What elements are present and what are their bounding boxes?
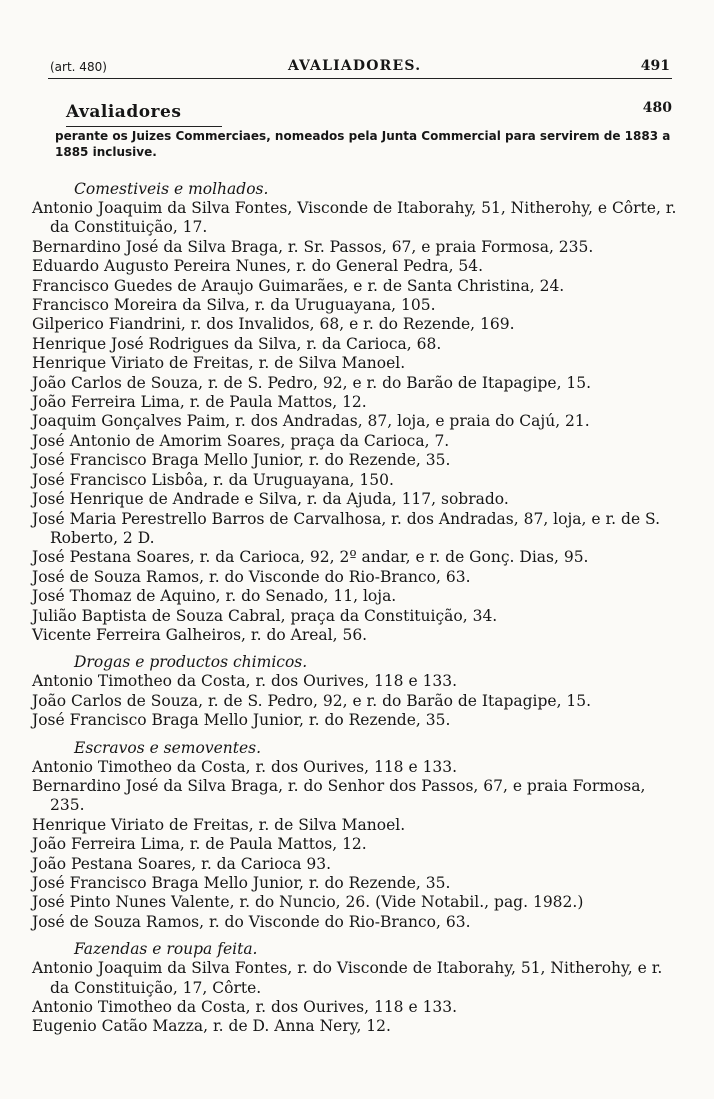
list-item: Vicente Ferreira Galheiros, r. do Areal, 56. <box>32 625 368 644</box>
list-item: Francisco Guedes de Araujo Guimarães, e r. de Santa Christina, 24. <box>32 276 565 295</box>
list-item: José Francisco Braga Mello Junior, r. do Rezende, 35. <box>32 451 451 470</box>
list-item: Julião Baptista de Souza Cabral, praça da Constituição, 34. <box>32 606 498 625</box>
entries-body <box>32 180 680 1037</box>
list-item: Eduardo Augusto Pereira Nunes, r. do General Pedra, 54. <box>32 257 484 276</box>
list-item: Eugenio Catão Mazza, r. de D. Anna Nery, 12. <box>32 1017 391 1036</box>
section-subtitle: perante os Juizes Commerciaes, nomeados pela Junta Commercial para servirem de 1883 a 1885 inclusive. <box>55 129 671 159</box>
list-item: José Francisco Braga Mello Junior, r. do Rezende, 35. <box>32 711 451 730</box>
section-title: Avaliadores <box>66 102 182 122</box>
list-item: Antonio Joaquim da Silva Fontes, r. do Visconde de Itaborahy, 51, Nitherohy, e r. da Constituição, 17, Côrte. <box>32 959 663 997</box>
list-item: José Francisco Lisbôa, r. da Uruguayana, 150. <box>32 470 394 489</box>
list-item: Francisco Moreira da Silva, r. da Uruguayana, 105. <box>32 296 436 315</box>
list-item: João Carlos de Souza, r. de S. Pedro, 92, e r. do Barão de Itapagipe, 15. <box>32 373 592 392</box>
category-heading: Fazendas e roupa feita. <box>74 940 258 959</box>
list-item: Gilperico Fiandrini, r. dos Invalidos, 68, e r. do Rezende, 169. <box>32 315 515 334</box>
list-item: José Pinto Nunes Valente, r. do Nuncio, 26. (Vide Notabil., pag. 1982.) <box>32 893 584 912</box>
list-item: José Thomaz de Aquino, r. do Senado, 11, loja. <box>32 587 397 606</box>
article-reference: (art. 480) <box>50 60 107 74</box>
category-heading: Escravos e semoventes. <box>74 738 262 757</box>
list-item: Joaquim Gonçalves Paim, r. dos Andradas, 87, loja, e praia do Cajú, 21. <box>32 412 590 431</box>
list-item: Henrique Viriato de Freitas, r. de Silva Manoel. <box>32 815 406 834</box>
list-item: João Ferreira Lima, r. de Paula Mattos, 12. <box>32 393 367 412</box>
list-item: José Henrique de Andrade e Silva, r. da Ajuda, 117, sobrado. <box>32 490 509 509</box>
list-item: João Pestana Soares, r. da Carioca 93. <box>32 854 332 873</box>
category-heading: Comestiveis e molhados. <box>74 180 269 198</box>
list-item: Henrique José Rodrigues da Silva, r. da Carioca, 68. <box>32 334 442 353</box>
category-heading: Drogas e productos chimicos. <box>74 653 308 672</box>
list-item: Antonio Joaquim da Silva Fontes, Visconde de Itaborahy, 51, Nitherohy, e Côrte, r. da Constituição, 17. <box>32 199 677 237</box>
list-item: Bernardino José da Silva Braga, r. Sr. Passos, 67, e praia Formosa, 235. <box>32 237 594 256</box>
list-item: José Antonio de Amorim Soares, praça da Carioca, 7. <box>32 431 450 450</box>
page-header <box>48 58 672 79</box>
list-item: Bernardino José da Silva Braga, r. do Senhor dos Passos, 67, e praia Formosa, 235. <box>32 776 646 815</box>
list-item: João Carlos de Souza, r. de S. Pedro, 92, e r. do Barão de Itapagipe, 15. <box>32 691 592 710</box>
list-item: João Ferreira Lima, r. de Paula Mattos, 12. <box>32 835 367 854</box>
list-item: José de Souza Ramos, r. do Visconde do Rio-Branco, 63. <box>32 912 471 931</box>
page-number: 491 <box>640 58 670 74</box>
list-item: José Francisco Braga Mello Junior, r. do Rezende, 35. <box>32 874 451 892</box>
running-title: AVALIADORES. <box>288 58 422 74</box>
section-title-underline <box>66 126 222 127</box>
list-item: Antonio Timotheo da Costa, r. dos Ourives, 118 e 133. <box>32 672 458 691</box>
list-item: Antonio Timotheo da Costa, r. dos Ourives, 118 e 133. <box>32 757 458 776</box>
section-number: 480 <box>642 100 672 116</box>
list-item: Antonio Timotheo da Costa, r. dos Ourives, 118 e 133. <box>32 998 458 1017</box>
list-item: José Maria Perestrello Barros de Carvalhosa, r. dos Andradas, 87, loja, e r. de S. Roberto, 2 D. <box>32 509 661 547</box>
list-item: José Pestana Soares, r. da Carioca, 92, 2º andar, e r. de Gonç. Dias, 95. <box>32 548 589 567</box>
list-item: Henrique Viriato de Freitas, r. de Silva Manoel. <box>32 354 406 373</box>
list-item: José de Souza Ramos, r. do Visconde do Rio-Branco, 63. <box>32 567 471 586</box>
